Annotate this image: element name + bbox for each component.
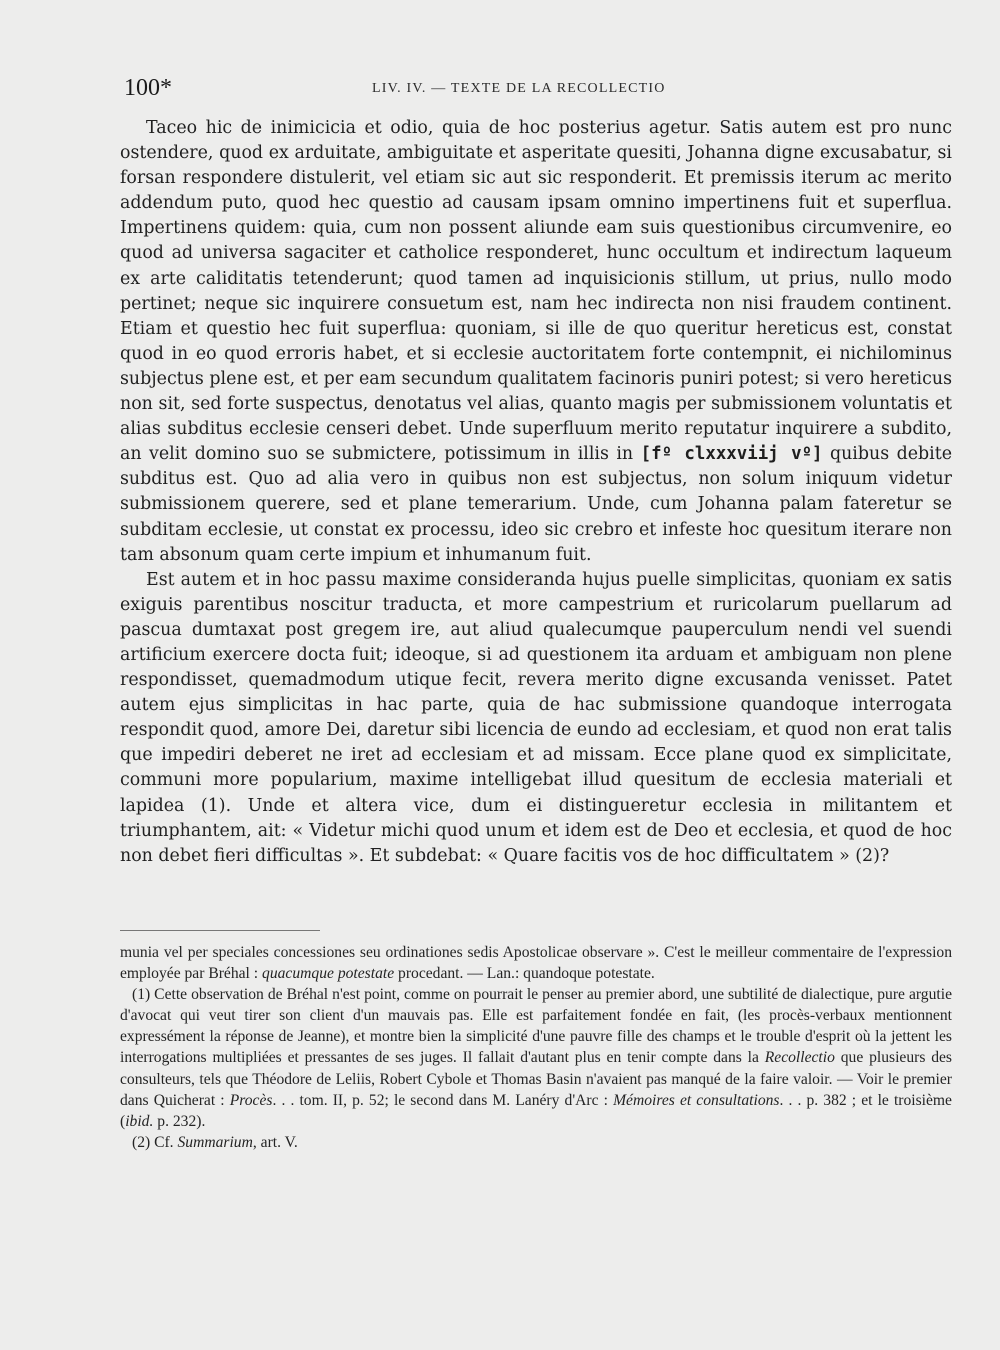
- footnote-continued: [120, 942, 952, 984]
- footnote-1-text-c: . . . tom. II, p. 52; le second dans M. Lanéry d'Arc :: [272, 1091, 608, 1109]
- paragraph-1: [120, 116, 952, 568]
- folio-reference: [fº clxxxviij vº]: [640, 444, 823, 465]
- running-head: LIV. IV. — TEXTE DE LA RECOLLECTIO: [372, 81, 666, 96]
- footnote-0-text-a: munia vel per speciales concessiones seu ordinationes sedis Apostolicae observare ». C'est le meilleur commentaire de l'expression employée par Bréhal :: [120, 944, 952, 983]
- footnote-1-italic-1: Recollectio: [764, 1049, 835, 1067]
- footnote-1-text-e: p. 232).: [157, 1112, 206, 1130]
- footnote-1-text-d: . . . p. 382 ; et le troisième (: [120, 1091, 952, 1130]
- footnote-2-text-a: (2) Cf.: [132, 1133, 174, 1151]
- footnote-1-italic-4: ibid.: [125, 1112, 154, 1130]
- footnote-2-text-b: , art. V.: [252, 1133, 298, 1151]
- footnote-1-text-a: (1) Cette observation de Bréhal n'est point, comme on pourrait le penser au premier abord, une subtilité de dialectique, pure argutie d'avocat qui veut tirer son client d'un mauvais pas. Elle est parfaitement fondée en fait, (les procès-verbaux mentionnent expressément la réponse de Jeanne), et montre bien la simplicité d'une pauvre fille des champs et le trouble d'esprit où la jettent les interrogations multipliées et pressantes de ses juges. Il fallait d'autant plus en tenir compte dans la: [120, 986, 952, 1067]
- footnotes: [120, 942, 952, 1153]
- footnote-0-italic: quacumque potestate: [262, 965, 395, 983]
- footnote-0-text-b: procedant. — Lan.: quandoque potestate.: [398, 965, 655, 983]
- footnote-1-text-b: que plusieurs des consulteurs, tels que Théodore de Leliis, Robert Cybole et Thomas Basin n'avaient pas manqué de la faire valoir. — Voir le premier dans Quicherat :: [120, 1049, 953, 1109]
- paragraph-2: Est autem et in hoc passu maxime consideranda hujus puelle simplicitas, quoniam ex satis exiguis parentibus noscitur traducta, et more campestrium et ruricolarum puellarum ad pascua dumtaxat post gregem ire, aut aliud qualecumque pauperculum nendi vel suendi artificium exercere docta fuit; ideoque, si ad questionem ita arduam et ambiguam non plene respondisset, quemadmodum utique fecit, revera merito digne excusanda venisset. Patet autem ejus simplicitas in hac parte, quia de hac submissione quandoque interrogata respondit quod, amore Dei, daretur sibi licencia de eundo ad ecclesiam, et quod non erat talis que impediri deberet ne iret ad ecclesiam et ad missam. Ecce plane quod ex simplicitate, communi more popularium, maxime intelligebat illud quesitum de ecclesia materiali et lapidea (1). Unde et altera vice, dum ei distingueretur ecclesia in militantem et triumphantem, ait: « Videtur michi quod unum et idem est de Deo et ecclesia, et quod de hoc non debet fieri difficultas ». Et subdebat: « Quare facitis vos de hoc difficultatem » (2)?: [120, 569, 952, 866]
- footnote-1-italic-3: Mémoires et consultations: [613, 1091, 780, 1109]
- footnote-1: [120, 984, 952, 1132]
- page-header: [120, 74, 952, 104]
- footnote-2: [120, 1132, 952, 1153]
- footnote-separator: [120, 930, 320, 931]
- footnote-2-italic: Summarium: [177, 1133, 253, 1151]
- footnote-1-italic-2: Procès: [229, 1091, 273, 1109]
- paragraph-1-part-b: quibus debite subditus est. Quo ad alia vero in quibus non est subjectus, non solum iniquum videtur submissionem querere, sed et plane temerarium. Unde, cum Johanna palam fateretur se subditam ecclesie, ut constat ex processu, ideo sic crebro et infeste hoc quesitum iterare non tam absonum quam certe impium et inhumanum fuit.: [120, 444, 952, 565]
- paragraph-1-part-a: Taceo hic de inimicicia et odio, quia de hoc posterius agetur. Satis autem est pro nunc ostendere, quod ex arduitate, ambiguitate et asperitate quesiti, Johanna digne excusabatur, si forsan respondere distulerit, vel etiam sic aut sic responderit. Et premissis iterum ac merito addendum puto, quod hec questio ad causam ipsam omnino impertinens fuit et superflua. Impertinens quidem: quia, cum non possent aliunde eam suis questionibus circumvenire, eo quod ad universa sagaciter et catholice responderet, hunc occultum et indirectum laqueum ex arte caliditatis tetenderunt; quod tamen ad inquisicionis stillum, ut prius, nullo modo pertinet; neque sic inquirere consuetum est, nam hec indirecta non nisi fraudem continent. Etiam et questio hec fuit superflua: quoniam, si ille de quo queritur hereticus est, constat quod in eo quod erroris habet, et si ecclesie auctoritatem forte contempnit, ei nichilominus subjectus plene est, et per eam secundum qualitatem facinoris puniri potest; si vero hereticus non sit, sed forte suspectus, denotatus vel alias, quanto magis per submissionem voluntatis et alias subditus ecclesie censeri debet. Unde superfluum merito reputatur inquirere a subdito, an velit domino suo se submictere, potissimum in illis in: [120, 118, 952, 465]
- main-text: [120, 116, 952, 869]
- page-number: 100*: [124, 75, 172, 101]
